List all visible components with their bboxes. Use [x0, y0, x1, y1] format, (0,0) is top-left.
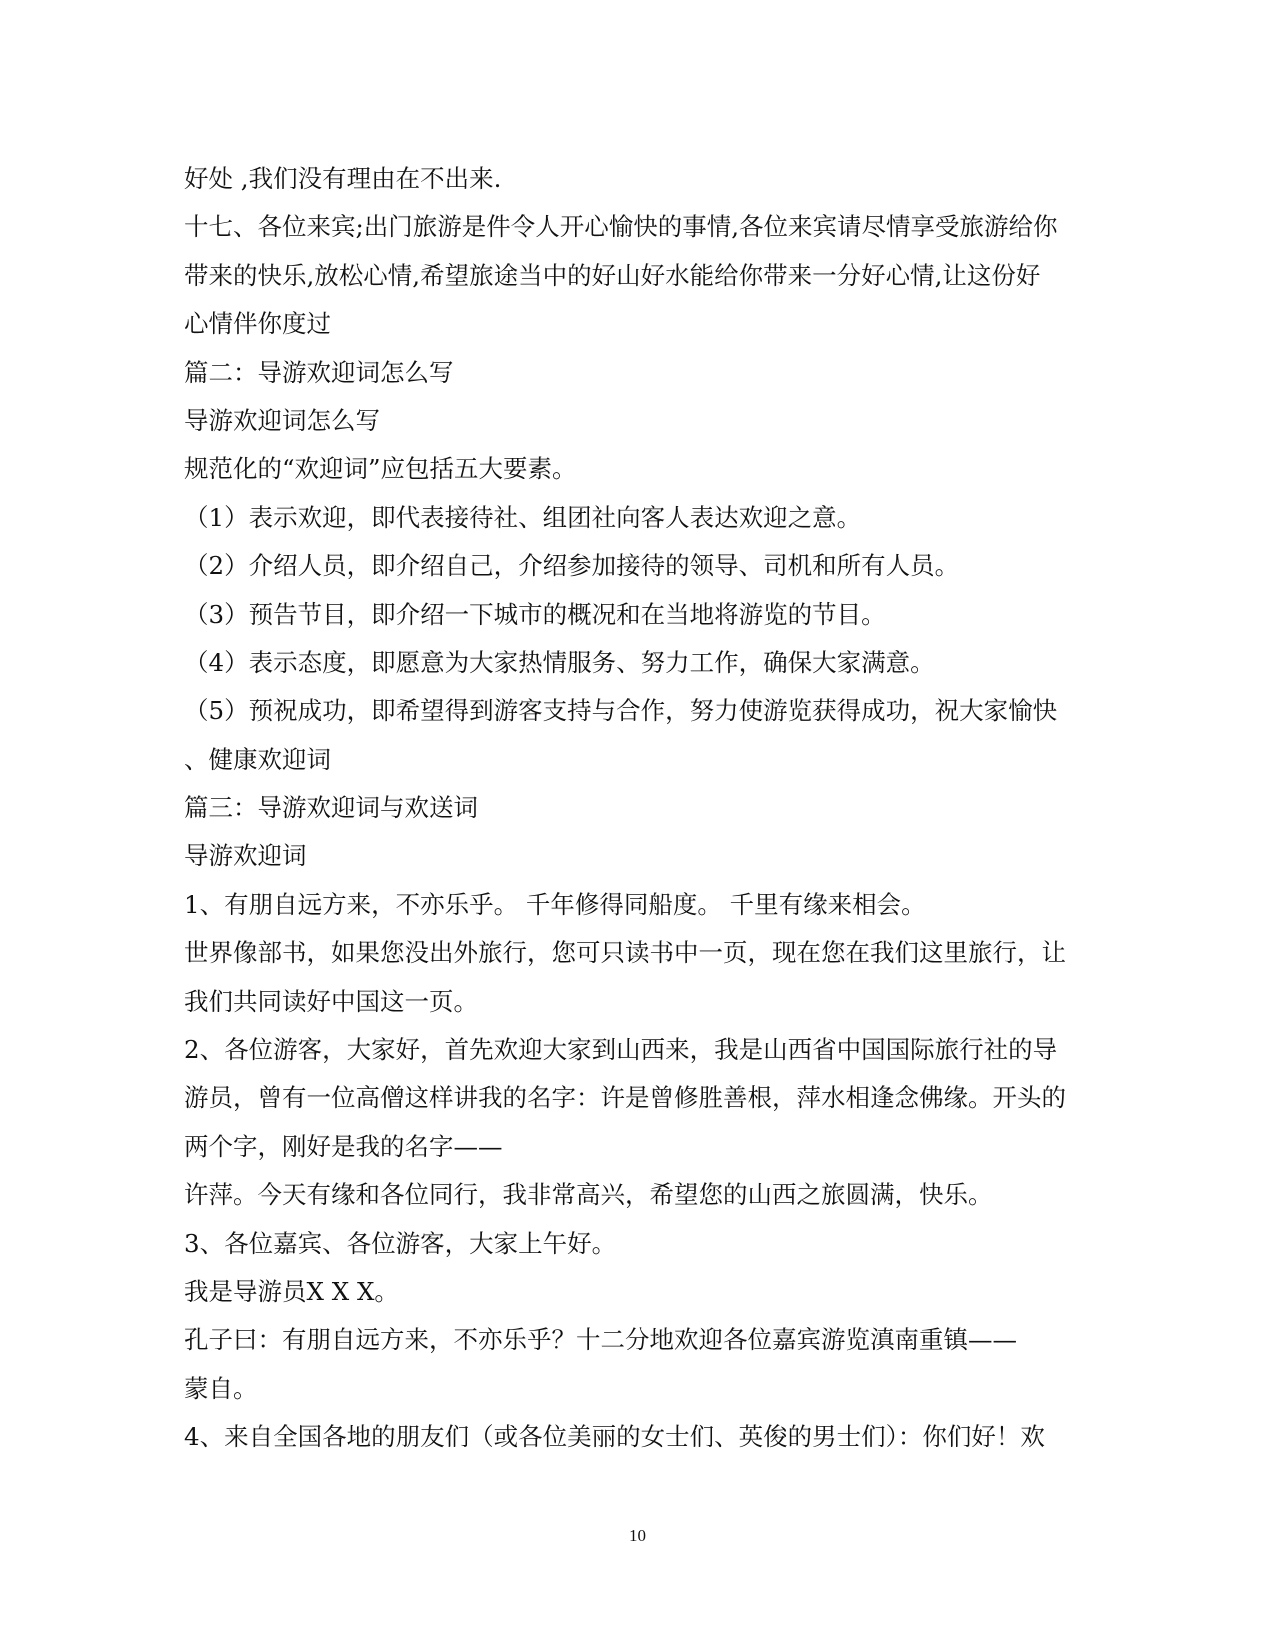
section-heading: 篇二：导游欢迎词怎么写 [184, 357, 454, 387]
document-body [184, 155, 1084, 1462]
text-line: 我们共同读好中国这一页。 [184, 986, 478, 1016]
text-line: 1、有朋自远方来，不亦乐乎。 千年修得同船度。 千里有缘来相会。 [184, 889, 926, 919]
text-line: 导游欢迎词 [184, 841, 307, 871]
text-line: 十七、各位来宾;出门旅游是件令人开心愉快的事情,各位来宾请尽情享受旅游给你 [184, 212, 1058, 242]
text-line: 游员，曾有一位高僧这样讲我的名字：许是曾修胜善根，萍水相逢念佛缘。开头的 [184, 1083, 1066, 1113]
text-line: 蒙自。 [184, 1373, 258, 1403]
text-line: 规范化的“欢迎词”应包括五大要素。 [184, 454, 577, 484]
list-item: （2）介绍人员，即介绍自己，介绍参加接待的领导、司机和所有人员。 [184, 551, 960, 581]
text-line: 世界像部书，如果您没出外旅行，您可只读书中一页，现在您在我们这里旅行，让 [184, 938, 1066, 968]
list-item: （3）预告节目，即介绍一下城市的概况和在当地将游览的节目。 [184, 599, 886, 629]
text-line: 许萍。今天有缘和各位同行，我非常高兴，希望您的山西之旅圆满，快乐。 [184, 1180, 993, 1210]
text-line: 导游欢迎词怎么写 [184, 405, 380, 435]
text-line: 两个字，刚好是我的名字—— [184, 1131, 503, 1161]
text-line: 心情伴你度过 [184, 309, 331, 339]
text-line: 3、各位嘉宾、各位游客，大家上午好。 [184, 1228, 617, 1258]
text-line: 孔子曰：有朋自远方来，不亦乐乎？十二分地欢迎各位嘉宾游览滇南重镇—— [184, 1325, 1017, 1355]
list-item: （1）表示欢迎，即代表接待社、组团社向客人表达欢迎之意。 [184, 502, 862, 532]
list-item: （5）预祝成功，即希望得到游客支持与合作，努力使游览获得成功，祝大家愉快 [184, 696, 1058, 726]
text-line: 、健康欢迎词 [184, 744, 331, 774]
page-number: 10 [629, 1526, 646, 1545]
list-item: （4）表示态度，即愿意为大家热情服务、努力工作，确保大家满意。 [184, 647, 935, 677]
section-heading: 篇三：导游欢迎词与欢送词 [184, 793, 478, 823]
text-line: 4、来自全国各地的朋友们（或各位美丽的女士们、英俊的男士们）：你们好！欢 [184, 1422, 1045, 1452]
text-line: 2、各位游客，大家好，首先欢迎大家到山西来，我是山西省中国国际旅行社的导 [184, 1035, 1058, 1065]
text-line: 好处 ,我们没有理由在不出来. [184, 164, 502, 193]
text-line: 我是导游员X X X。 [184, 1276, 399, 1306]
text-line: 带来的快乐,放松心情,希望旅途当中的好山好水能给你带来一分好心情,让这份好 [184, 260, 1041, 290]
